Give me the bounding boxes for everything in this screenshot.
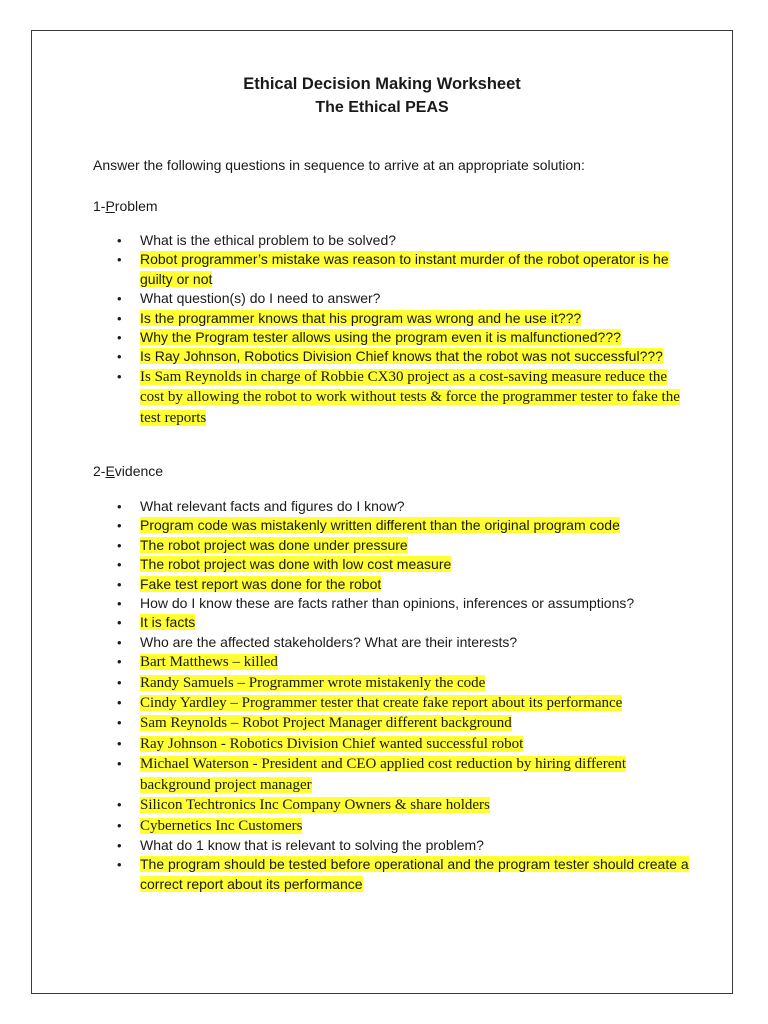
list-item-text: Silicon Techtronics Inc Company Owners & share holders: [140, 797, 490, 814]
evidence-list: [117, 497, 692, 894]
list-item: [117, 347, 692, 366]
section-rest: roblem: [114, 198, 158, 214]
list-item-text: Sam Reynolds – Robot Project Manager different background: [140, 715, 512, 732]
list-item: [117, 855, 692, 894]
section-number: 2-: [93, 463, 106, 479]
section-heading-evidence: [93, 463, 163, 479]
list-item-text: The program should be tested before operational and the program tester should create a correct report about its performance: [140, 856, 689, 892]
list-item: [117, 594, 692, 613]
list-item-text: Who are the affected stakeholders? What are their interests?: [140, 633, 518, 650]
section-number: 1-: [93, 198, 106, 214]
list-item-text: Cybernetics Inc Customers: [140, 817, 303, 834]
list-item-text: Cindy Yardley – Programmer tester that create fake report about its performance: [140, 695, 623, 712]
page-subtitle: The Ethical PEAS: [315, 99, 449, 116]
list-item-text: Is the programmer knows that his program was wrong and he use it???: [140, 309, 582, 326]
list-item: [117, 309, 692, 328]
list-item: [117, 575, 692, 594]
list-item-text: Fake test report was done for the robot: [140, 575, 382, 592]
list-item-text: Bart Matthews – killed: [140, 654, 278, 671]
list-item: [117, 754, 692, 795]
list-item-text: The robot project was done with low cost measure: [140, 556, 452, 573]
list-item: [117, 250, 692, 289]
list-item-text: Robot programmer’s mistake was reason to instant murder of the robot operator is he guilty or not: [140, 251, 669, 287]
list-item-text: What relevant facts and figures do I know?: [140, 498, 405, 514]
list-item: [117, 836, 692, 855]
list-item: [117, 795, 692, 815]
list-item: [117, 536, 692, 555]
list-item: [117, 633, 692, 652]
list-item: [117, 652, 692, 672]
list-item: [117, 555, 692, 574]
list-item: [117, 673, 692, 693]
list-item-text: Ray Johnson - Robotics Division Chief wanted successful robot: [140, 735, 524, 752]
list-item: [117, 734, 692, 754]
list-item-text: What is the ethical problem to be solved?: [140, 232, 397, 248]
section-rest: vidence: [114, 463, 164, 479]
list-item: [117, 613, 692, 632]
list-item-text: It is facts: [140, 614, 196, 631]
section-initial: E: [105, 463, 115, 479]
worksheet-page: [31, 30, 733, 994]
list-item-text: Michael Waterson - President and CEO applied cost reduction by hiring different background project manager: [140, 756, 627, 793]
list-item: [117, 693, 692, 713]
list-item: [117, 497, 692, 516]
list-item-text: Is Ray Johnson, Robotics Division Chief knows that the robot was not successful???: [140, 348, 663, 365]
list-item-text: What question(s) do I need to answer?: [140, 290, 381, 307]
list-item-text: What do 1 know that is relevant to solving the problem?: [140, 836, 484, 853]
section-initial: P: [105, 198, 115, 214]
list-item: [117, 367, 692, 428]
section-heading-problem: [93, 198, 158, 214]
list-item-text: Program code was mistakenly written different than the original program code: [140, 517, 620, 534]
problem-list: [117, 231, 692, 428]
list-item: [117, 816, 692, 836]
list-item: [117, 516, 692, 535]
intro-text: Answer the following questions in sequence to arrive at an appropriate solution:: [93, 157, 585, 173]
list-item-text: Is Sam Reynolds in charge of Robbie CX30 project as a cost-saving measure reduce the cost by allowing the robot to work without tests & force the programmer tester to fake the test reports: [140, 368, 680, 426]
list-item: [117, 231, 692, 250]
list-item: [117, 328, 692, 347]
list-item-text: Why the Program tester allows using the program even it is malfunctioned???: [140, 329, 621, 346]
list-item-text: How do I know these are facts rather than opinions, inferences or assumptions?: [140, 595, 635, 612]
list-item: [117, 713, 692, 733]
page-title: Ethical Decision Making Worksheet: [243, 75, 521, 93]
list-item-text: Randy Samuels – Programmer wrote mistakenly the code: [140, 674, 486, 691]
list-item: [117, 289, 692, 308]
list-item-text: The robot project was done under pressure: [140, 536, 408, 553]
